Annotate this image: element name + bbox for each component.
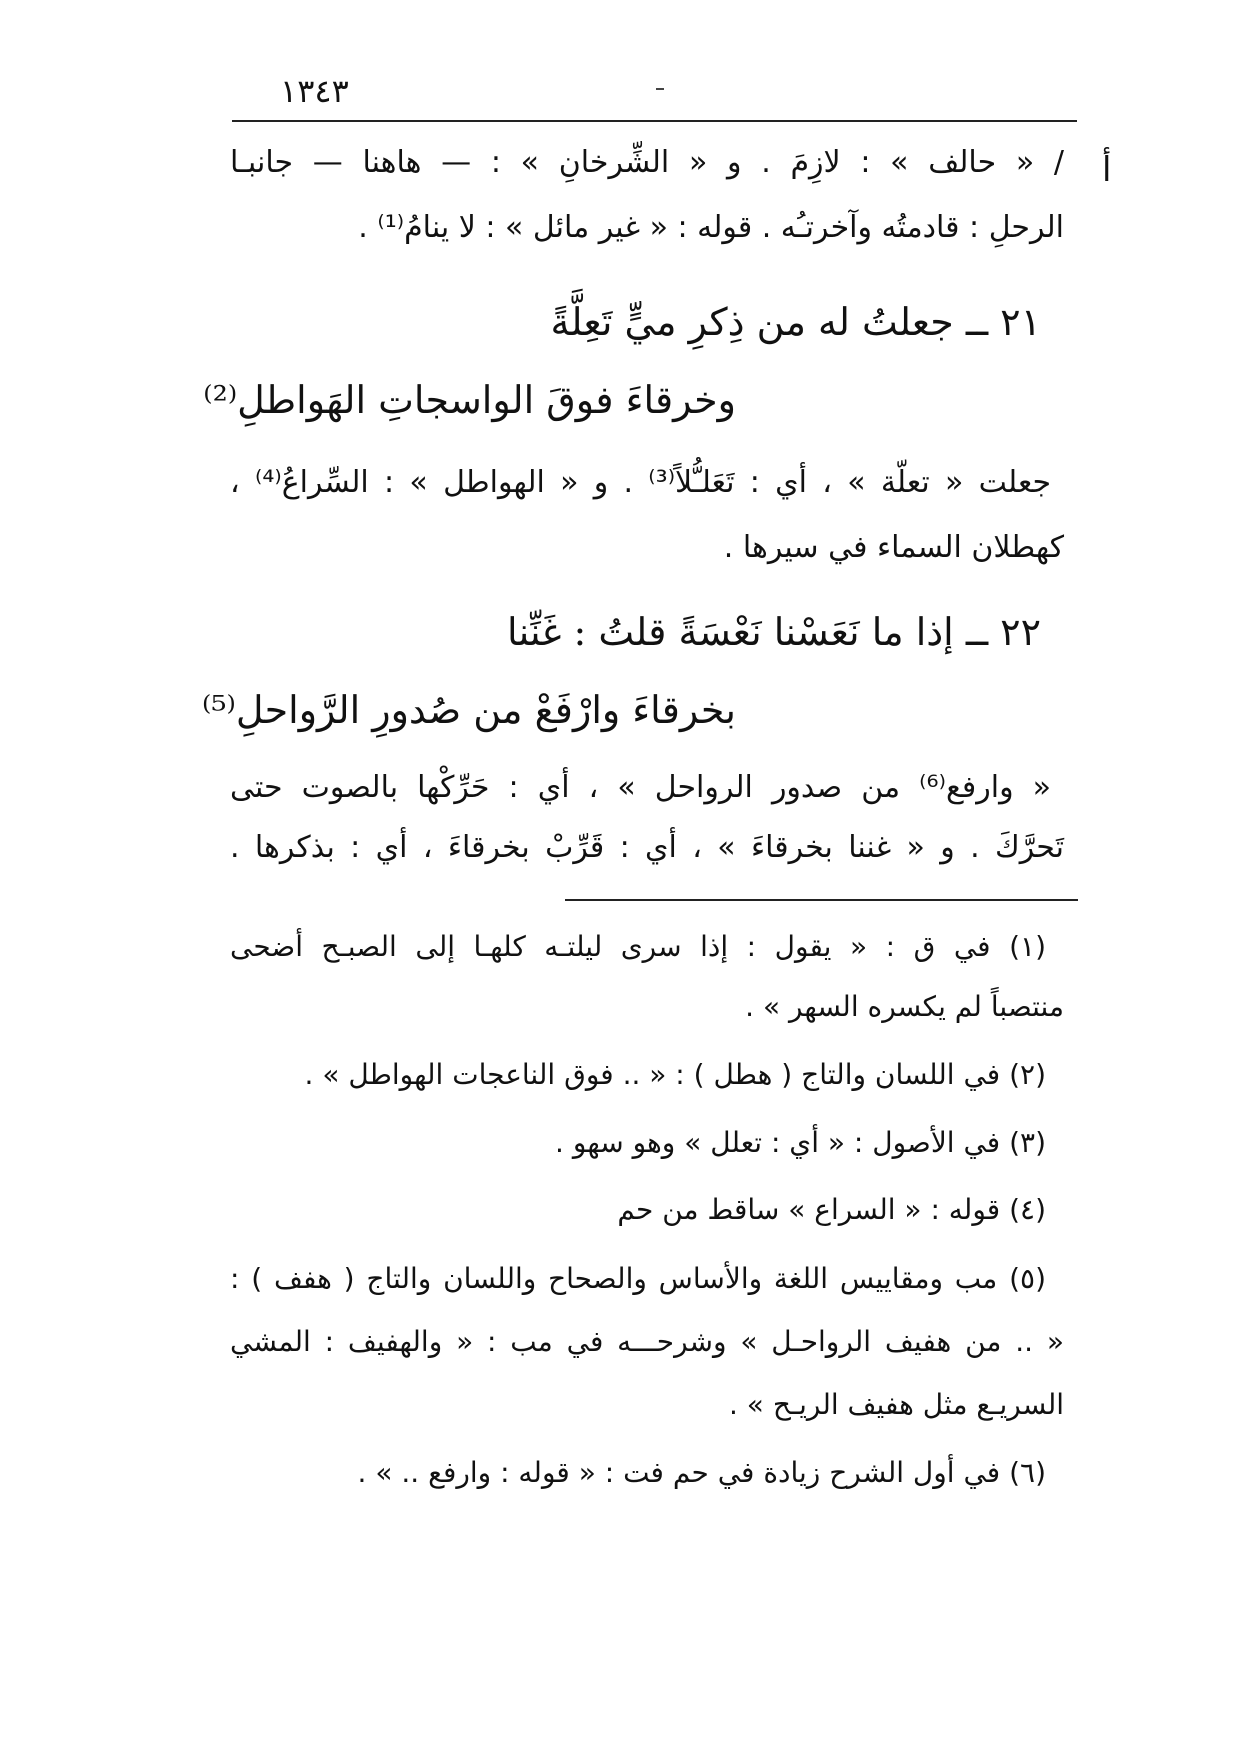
verse-line: ٢٢ ــ إذا ما نَعَسْنا نَعْسَةً قلتُ : غَنِّنا xyxy=(507,610,1041,654)
footnote-line: (٤) قوله : « السراع » ساقط من حم xyxy=(617,1193,1046,1226)
footnote-rule xyxy=(565,899,1078,901)
footnote-line: (٥) مب ومقاييس اللغة والأساس والصحاح واللسان والتاج ( هفف ) : xyxy=(230,1262,1046,1295)
footnote-line: السريـع مثل هفيف الريـح » . xyxy=(728,1388,1064,1421)
verse-line: وخرقاءَ فوقَ الواسجاتِ الهَواطلِ⁽²⁾ xyxy=(203,378,736,422)
verse-line: بخرقاءَ وارْفَعْ من صُدورِ الرَّواحلِ⁽⁵⁾ xyxy=(201,688,736,732)
footnote-line: (٢) في اللسان والتاج ( هطل ) : « .. فوق الناعجات الهواطل » . xyxy=(304,1058,1046,1091)
body-line: جعلت « تعلّة » ، أي : تَعَلـُّلاً⁽³⁾ . و « الهواطل » : السِّراعُ⁽⁴⁾ ، xyxy=(230,465,1052,500)
body-line: « وارفع⁽⁶⁾ من صدور الرواحل » ، أي : حَرِّكْها بالصوت حتى xyxy=(230,770,1051,805)
header-rule xyxy=(232,120,1077,122)
page-number: ١٣٤٣ xyxy=(280,72,349,110)
footnote-line: (١) في ق : « يقول : إذا سرى ليلتـه كلهـا إلى الصبـح أضحى xyxy=(230,930,1046,963)
footnote-line: « .. من هفيف الرواحـل » وشرحـــه في مب : « والهفيف : المشي xyxy=(230,1325,1064,1358)
body-line: كهطلان السماء في سيرها . xyxy=(723,530,1064,565)
margin-mark: أ xyxy=(1102,150,1112,190)
footnote-line: منتصباً لم يكسره السهر » . xyxy=(745,990,1064,1023)
footnote-line: (٣) في الأصول : « أي : تعلل » وهو سهو . xyxy=(555,1126,1046,1159)
verse-line: ٢١ ــ جعلتُ له من ذِكرِ ميٍّ تَعِلَّةً xyxy=(550,300,1041,344)
footnote-line: (٦) في أول الشرح زيادة في حم فت : « قوله : وارفع .. » . xyxy=(357,1456,1046,1489)
body-line: تَحرَّكَ . و « غننا بخرقاءَ » ، أي : قَرِّبْ بخرقاءَ ، أي : بذكرها . xyxy=(230,830,1064,865)
body-line: الرحلِ : قادمتُه وآخرتـُه . قوله : « غير مائل » : لا ينامُ⁽¹⁾ . xyxy=(358,210,1064,245)
body-line: / « حالف » : لازِمَ . و « الشِّرخانِ » : — هاهنا — جانبـا xyxy=(230,145,1064,180)
header-dash xyxy=(656,88,664,90)
